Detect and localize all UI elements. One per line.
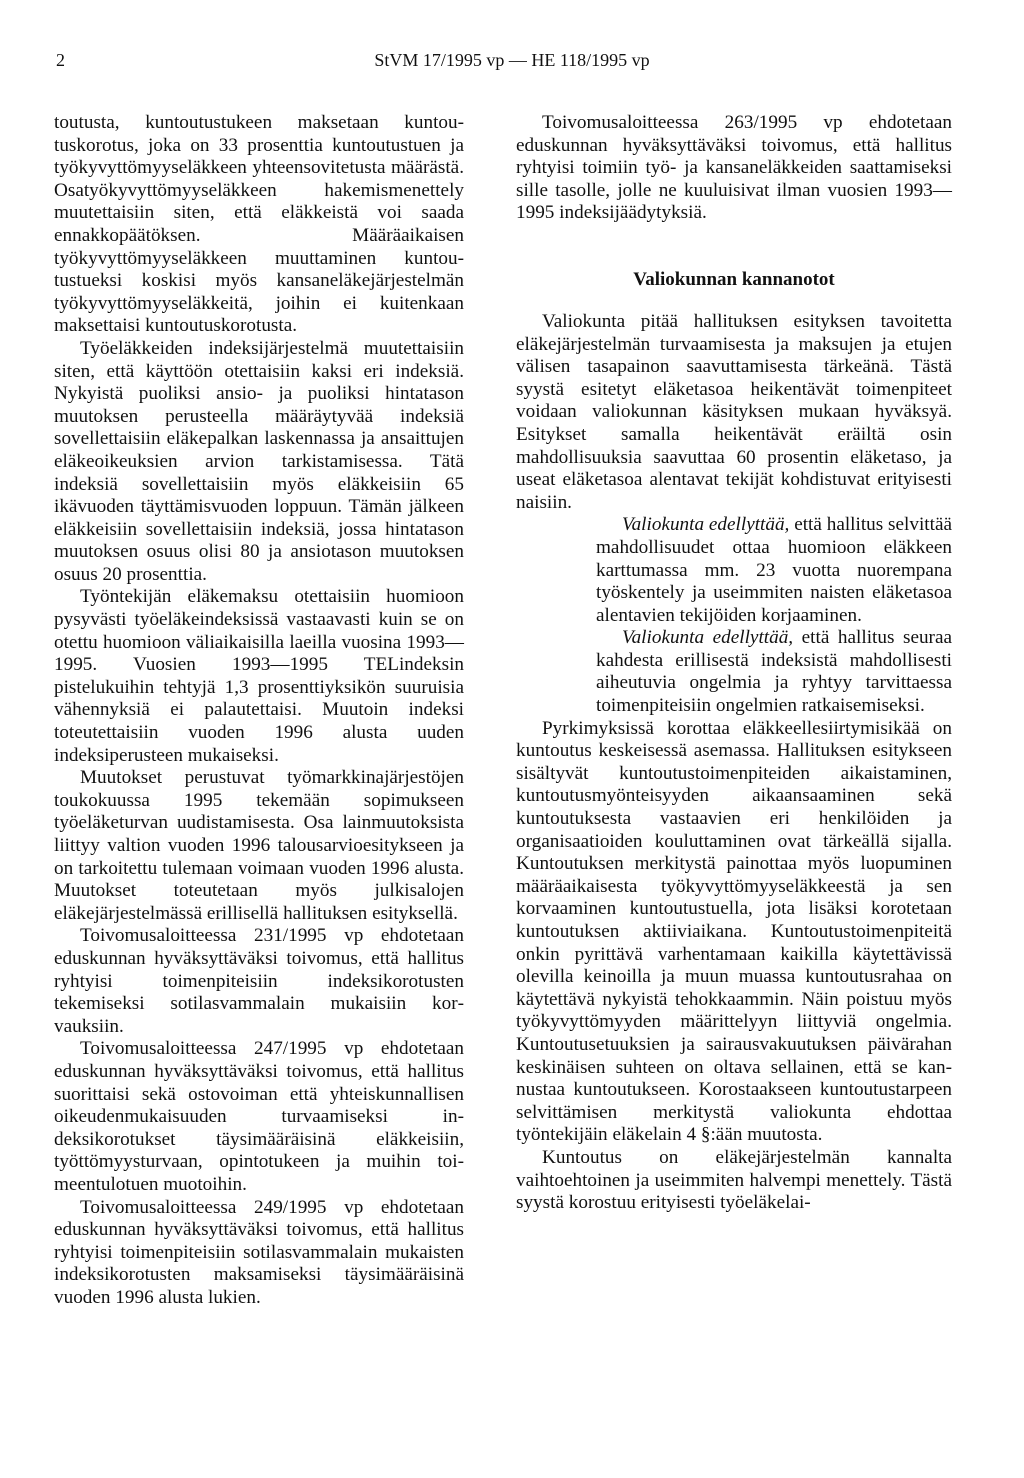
- paragraph: Toivomusaloitteessa 249/1995 vp ehdotetaan eduskunnan hyväksyttäväksi toivomus, että hallitus ryhtyisi toimenpiteisiin sotilasvammalain mukaisten indeksikorotusten maksamiseksi täysimääräisinä vuoden 1996 alusta lukien.: [54, 1196, 464, 1308]
- requirement-paragraph: [516, 514, 952, 627]
- paragraph: Toivomusaloitteessa 231/1995 vp ehdotetaan eduskunnan hyväksyttäväksi toivomus, että hallitus ryhtyisi toimenpiteisiin indeksikorotusten tekemiseksi sotilasvammalain mukaisiin korvauksiin.: [54, 925, 464, 1037]
- paragraph: toutusta, kuntoutustukeen maksetaan kuntoutuskorotus, joka on 33 prosenttia kuntoutustuen ja työkyvyttömyyseläkkeen yhteensovitetusta määrästä. Osatyökyvyttömyyseläkkeen hakemismenettely muutettaisiin siten, että eläkkeistä voi saada ennakkopäätöksen. Määräaikaisen työkyvyttömyyseläkkeen muuttaminen kuntoutustueksi koskisi myös kansaneläkejärjestelmän työkyvyttömyyseläkkeitä, joihin ei kuitenkaan maksettaisi kuntoutuskorotusta.: [54, 112, 464, 337]
- paragraph: Toivomusaloitteessa 247/1995 vp ehdotetaan eduskunnan hyväksyttäväksi toivomus, että hallitus suorittaisi sekä ostovoiman että yhteiskunnallisen oikeudenmukaisuuden turvaamiseksi indeksikorotukset täysimääräisinä eläkkeisiin, työttömyysturvaan, opintotukeen ja muihin toimeentulotuen muotoihin.: [54, 1038, 464, 1195]
- page-number: 2: [56, 50, 65, 70]
- paragraph: Työntekijän eläkemaksu otettaisiin huomioon pysyvästi työeläkeindeksissä vastaavasti kuin se on otettu huomioon väliaikaisilla laeilla vuosina 1993—1995. Vuosien 1993—1995 TELindeksin pistelukuihin tehtyjä 1,3 prosenttiyksikön suuruisia vähennyksiä ei palautettaisi. Muutoin indeksi toteutettaisiin vuoden 1996 alusta uuden indeksiperusteen mukaiseksi.: [54, 586, 464, 766]
- paragraph: Pyrkimyksissä korottaa eläkkeellesiirtymisikää on kuntoutus keskeisessä asemassa. Hallituksen esitykseen sisältyvät kuntoutustoimenpiteiden aikaistaminen, kuntoutusmyönteisyyden aikaansaaminen sekä kuntoutuksesta vastaavien eri henkilöiden ja organisaatioiden kouluttaminen ovat tärkeällä sijalla. Kuntoutuksen merkitystä painottaa myös luopuminen määräaikaisesta työkyvyttömyyseläkkeestä ja sen korvaaminen kuntoutustuella, jota lisäksi korotetaan kuntoutuksen aktiiviaikana. Kuntoutustoimenpiteitä onkin pyrittävä varhentamaan kaikilla käytettävissä olevilla keinoilla ja muun muassa kuntoutusrahaa on käytettävä nykyistä tehokkaammin. Näin poistuu myös työkyvyttömyyden määrittelyyn liittyviä ongelmia. Kuntoutusetuuksien ja sairausvakuutuksen päivärahan keskinäisen suhteen on oltava sellainen, että se kannustaa kuntoutukseen. Korostaakseen kuntoutustarpeen selvittämisen merkitystä valiokunta ehdottaa työntekijäin eläkelain 4 §:ään muutosta.: [516, 717, 952, 1146]
- paragraph: Muutokset perustuvat työmarkkinajärjestöjen toukokuussa 1995 tekemään sopimukseen työeläketurvan uudistamisesta. Osa lainmuutoksista liittyy valtion vuoden 1996 talousarvioesitykseen ja on tarkoitettu tulemaan voimaan vuoden 1996 alusta. Muutokset toteutetaan myös julkisalojen eläkejärjestelmässä erillisellä hallituksen esityksellä.: [54, 767, 464, 924]
- requirement-text: että hallitus seuraa kahdesta erillisestä indeksistä mahdollisesti aiheutuvia ongelmia ja ryhtyy tarvittaessa toimenpiteisiin ongelmien ratkaisemiseksi.: [596, 627, 952, 717]
- right-column: [516, 112, 952, 1215]
- requirement-lead: Valiokunta edellyttää,: [622, 627, 794, 649]
- paragraph: Työeläkkeiden indeksijärjestelmä muutettaisiin siten, että käyttöön otettaisiin kaksi eri indeksiä. Nykyistä puoliksi ansio- ja puoliksi hintatason muutoksen perusteella määräytyvää indeksiä sovellettaisiin eläkepalkan laskennassa ja ansaittujen eläkeoikeuksien arvion tarkistamisessa. Tätä indeksiä sovellettaisiin myös eläkkeisiin 65 ikävuoden täyttämisvuoden loppuun. Tämän jälkeen eläkkeisiin sovellettaisiin indeksiä, jossa hintatason muutoksen osuus olisi 80 ja ansiotason muutoksen osuus 20 prosenttia.: [54, 337, 464, 585]
- section-heading: Valiokunnan kannanotot: [633, 268, 835, 290]
- requirement-lead: Valiokunta edellyttää,: [622, 514, 790, 536]
- paragraph: Kuntoutus on eläkejärjestelmän kannalta vaihtoehtoinen ja useimmiten halvempi menettely. Tästä syystä korostuu erityisesti työeläkelai-: [516, 1146, 952, 1214]
- intro-paragraph: Toivomusaloitteessa 263/1995 vp ehdotetaan eduskunnan hyväksyttäväksi toivomus, että hallitus ryhtyisi toimiin työ- ja kansaneläkkeiden saattamiseksi sille tasolle, jolle ne kuuluisivat ilman vuosien 1993—1995 indeksijäädytyksiä.: [516, 112, 952, 224]
- requirement-paragraph: [516, 627, 952, 717]
- left-column: [54, 112, 464, 1309]
- requirement-text: että hallitus selvittää mahdollisuudet ottaa huomioon eläkkeen karttumassa mm. 23 vuotta nuorempana työskentely ja useimmiten naisten eläketasoa alentavien tekijöiden korjaaminen.: [596, 514, 952, 626]
- running-title: StVM 17/1995 vp — HE 118/1995 vp: [374, 50, 650, 70]
- paragraph: Valiokunta pitää hallituksen esityksen tavoitetta eläkejärjestelmän turvaamisesta ja maksujen ja etujen välisen tasapainon saavuttamisesta tärkeänä. Tästä syystä esitetyt eläketasoa heikentävät toimenpiteet voidaan valiokunnan käsityksen mukaan hyväksyä. Esitykset samalla heikentävät eräiltä osin mahdollisuuksia saavuttaa 60 prosentin eläketaso, ja useat eläketasoa alentavat tekijät kohdistuvat erityisesti naisiin.: [516, 310, 952, 513]
